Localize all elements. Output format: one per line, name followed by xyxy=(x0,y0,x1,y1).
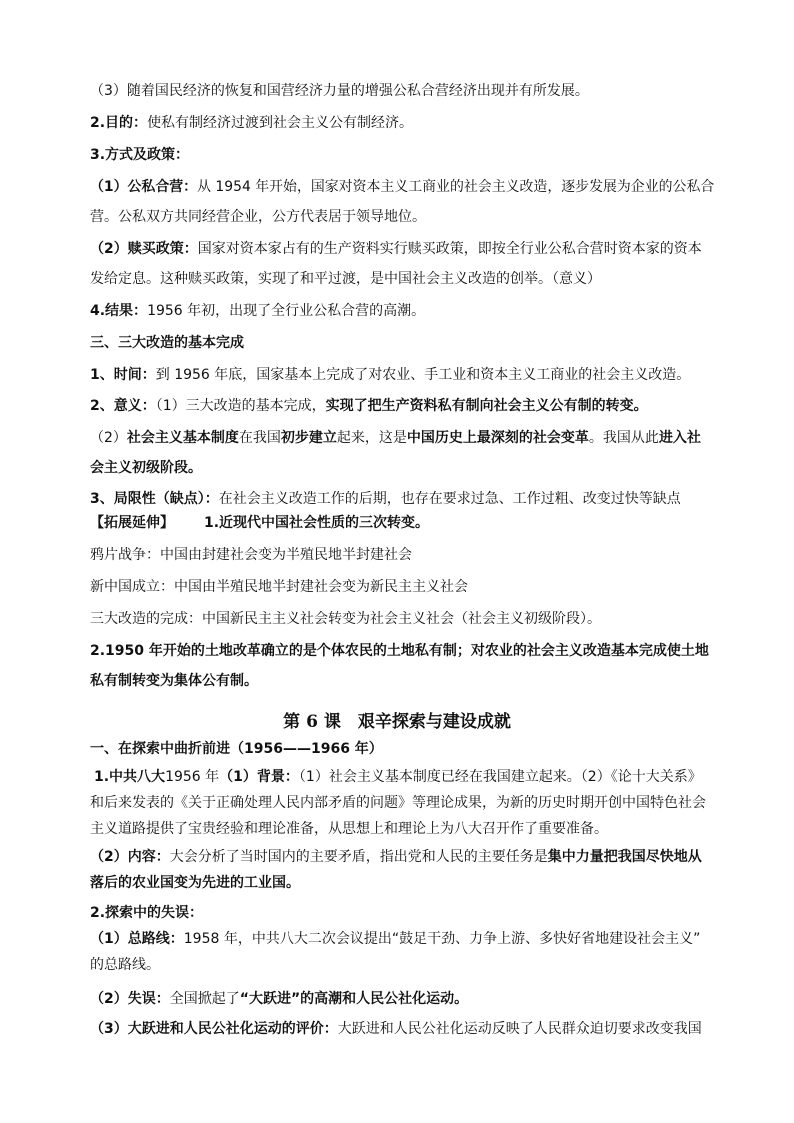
paragraph-line xyxy=(90,269,601,289)
text: 。我国从此 xyxy=(588,430,659,446)
emphasis: 实现了把生产资料私有制向社会主义公有制的转变。 xyxy=(325,398,648,414)
paragraph-line xyxy=(90,81,589,101)
text: 和后来发表的《关于正确处理人民内部矛盾的问题》等理论成果，为新的历史时期开创中国特色社会 xyxy=(90,795,706,811)
text: 主义道路提供了宝贵经验和理论准备，从思想上和理论上为八大召开作了重要准备。 xyxy=(90,821,608,837)
emphasis: 私有制转变为集体公有制。 xyxy=(90,673,258,689)
label: 1、时间： xyxy=(90,367,156,383)
lesson-title: 第 6 课 艰辛探索与建设成就 xyxy=(283,712,511,732)
label: 1.中共八大 xyxy=(94,769,166,785)
bracket-label: 【拓展延伸】 xyxy=(90,515,174,531)
heading-text: 一、在探索中曲折前进（1956——1966 年） xyxy=(90,741,383,757)
heading-text: 1.近现代中国社会性质的三次转变。 xyxy=(204,515,430,531)
heading-text: 3.方式及政策： xyxy=(90,147,190,163)
paragraph-line xyxy=(90,428,701,448)
text: （1）三大改造的基本完成， xyxy=(155,398,326,414)
text: 1958 年，中共八大二次会议提出“鼓足干劲、力争上游、多快好省地建设社会主义” xyxy=(183,931,701,947)
label: 2、意义： xyxy=(90,398,156,414)
emphasis: 会主义初级阶段。 xyxy=(90,460,202,476)
paragraph-line xyxy=(90,793,706,813)
label: （1）公私合营： xyxy=(90,179,198,195)
label: （3）大跃进和人民公社化运动的评价： xyxy=(90,1021,338,1037)
text: 起来，这是 xyxy=(336,430,407,446)
text: 全国掀起了 xyxy=(169,991,240,1007)
emphasis: 社会主义基本制度 xyxy=(126,430,239,446)
paragraph-line xyxy=(90,113,413,133)
text: 三大改造的完成：中国新民主主义社会转变为社会主义社会（社会主义初级阶段）。 xyxy=(90,611,601,627)
paragraph-line xyxy=(90,301,425,321)
paragraph-line xyxy=(90,489,681,509)
text: 在社会主义改造工作的后期，也存在要求过急、工作过粗、改变过快等缺点 xyxy=(218,491,681,507)
label: （2）赎买政策： xyxy=(90,241,198,257)
label: （2）内容： xyxy=(90,849,170,865)
label: 4.结果： xyxy=(90,303,148,319)
text: （3）随着国民经济的恢复和国营经济力量的增强公私合营经济出现并有所发展。 xyxy=(90,83,589,99)
text: 发给定息。这种赎买政策，实现了和平过渡，是中国社会主义改造的创举。（意义） xyxy=(90,271,601,287)
label: （1）背景： xyxy=(219,769,299,785)
paragraph-line xyxy=(90,929,700,949)
heading-text: 三、三大改造的基本完成 xyxy=(90,335,244,351)
emphasis: 2.1950 年开始的土地改革确立的是个体农民的土地私有制；对农业的社会主义改造基本完成使土地 xyxy=(90,643,709,659)
paragraph-line xyxy=(90,458,202,478)
text: 鸦片战争：中国由封建社会变为半殖民地半封建社会 xyxy=(90,547,412,563)
text: 新中国成立：中国由半殖民地半封建社会变为新民主主义社会 xyxy=(90,579,468,595)
paragraph-line xyxy=(90,989,468,1009)
text: 在我国 xyxy=(238,430,281,446)
emphasis: 中国历史上最深刻的社会变革 xyxy=(406,430,589,446)
emphasis: 初步建立 xyxy=(280,430,337,446)
emphasis: “大跃进”的高潮和人民公社化运动。 xyxy=(239,991,469,1007)
paragraph-line xyxy=(90,847,702,867)
paragraph-line xyxy=(90,207,426,227)
section-heading xyxy=(90,145,189,165)
paragraph-line xyxy=(94,767,702,787)
paragraph-line xyxy=(90,671,258,691)
paragraph-line xyxy=(90,239,702,259)
section-heading xyxy=(90,333,244,353)
label: （1）总路线： xyxy=(90,931,184,947)
paragraph-line xyxy=(90,577,468,597)
section-heading xyxy=(90,903,203,923)
paragraph-line xyxy=(90,177,714,197)
label: 3、局限性（缺点）： xyxy=(90,491,219,507)
text: 大会分析了当时国内的主要矛盾，指出党和人民的主要任务是 xyxy=(169,849,548,865)
text: 到 1956 年底，国家基本上完成了对农业、手工业和资本主义工商业的社会主义改造。 xyxy=(155,367,691,383)
paragraph-line xyxy=(90,545,412,565)
paragraph-line xyxy=(90,955,160,975)
text: 营。公私双方共同经营企业，公方代表居于领导地位。 xyxy=(90,209,426,225)
text: 的总路线。 xyxy=(90,957,160,973)
emphasis: 集中力量把我国尽快地从 xyxy=(547,849,702,865)
text: 从 1954 年开始，国家对资本主义工商业的社会主义改造，逐步发展为企业的公私合 xyxy=(197,179,715,195)
paragraph-line xyxy=(90,873,300,893)
paragraph-line xyxy=(90,396,648,416)
text: 大跃进和人民公社化运动反映了人民群众迫切要求改变我国 xyxy=(337,1021,702,1037)
text: （2） xyxy=(90,430,127,446)
paragraph-line xyxy=(90,641,709,661)
text: 1956 年 xyxy=(165,769,220,785)
label: （2）失误： xyxy=(90,991,170,1007)
paragraph-line xyxy=(90,819,608,839)
text: （1）社会主义基本制度已经在我国建立起来。（2）《论十大关系》 xyxy=(298,769,702,785)
extension-heading xyxy=(90,513,429,533)
emphasis: 进入社 xyxy=(658,430,701,446)
text: 国家对资本家占有的生产资料实行赎买政策，即按全行业公私合营时资本家的资本 xyxy=(197,241,702,257)
text: 使私有制经济过渡到社会主义公有制经济。 xyxy=(147,115,414,131)
paragraph-line xyxy=(90,1019,702,1039)
paragraph-line xyxy=(90,365,690,385)
text: 1956 年初，出现了全行业公私合营的高潮。 xyxy=(147,303,426,319)
emphasis: 落后的农业国变为先进的工业国。 xyxy=(90,875,300,891)
label: 2.目的： xyxy=(90,115,148,131)
paragraph-line xyxy=(90,609,601,629)
section-heading xyxy=(90,739,383,759)
heading-text: 2.探索中的失误： xyxy=(90,905,204,921)
